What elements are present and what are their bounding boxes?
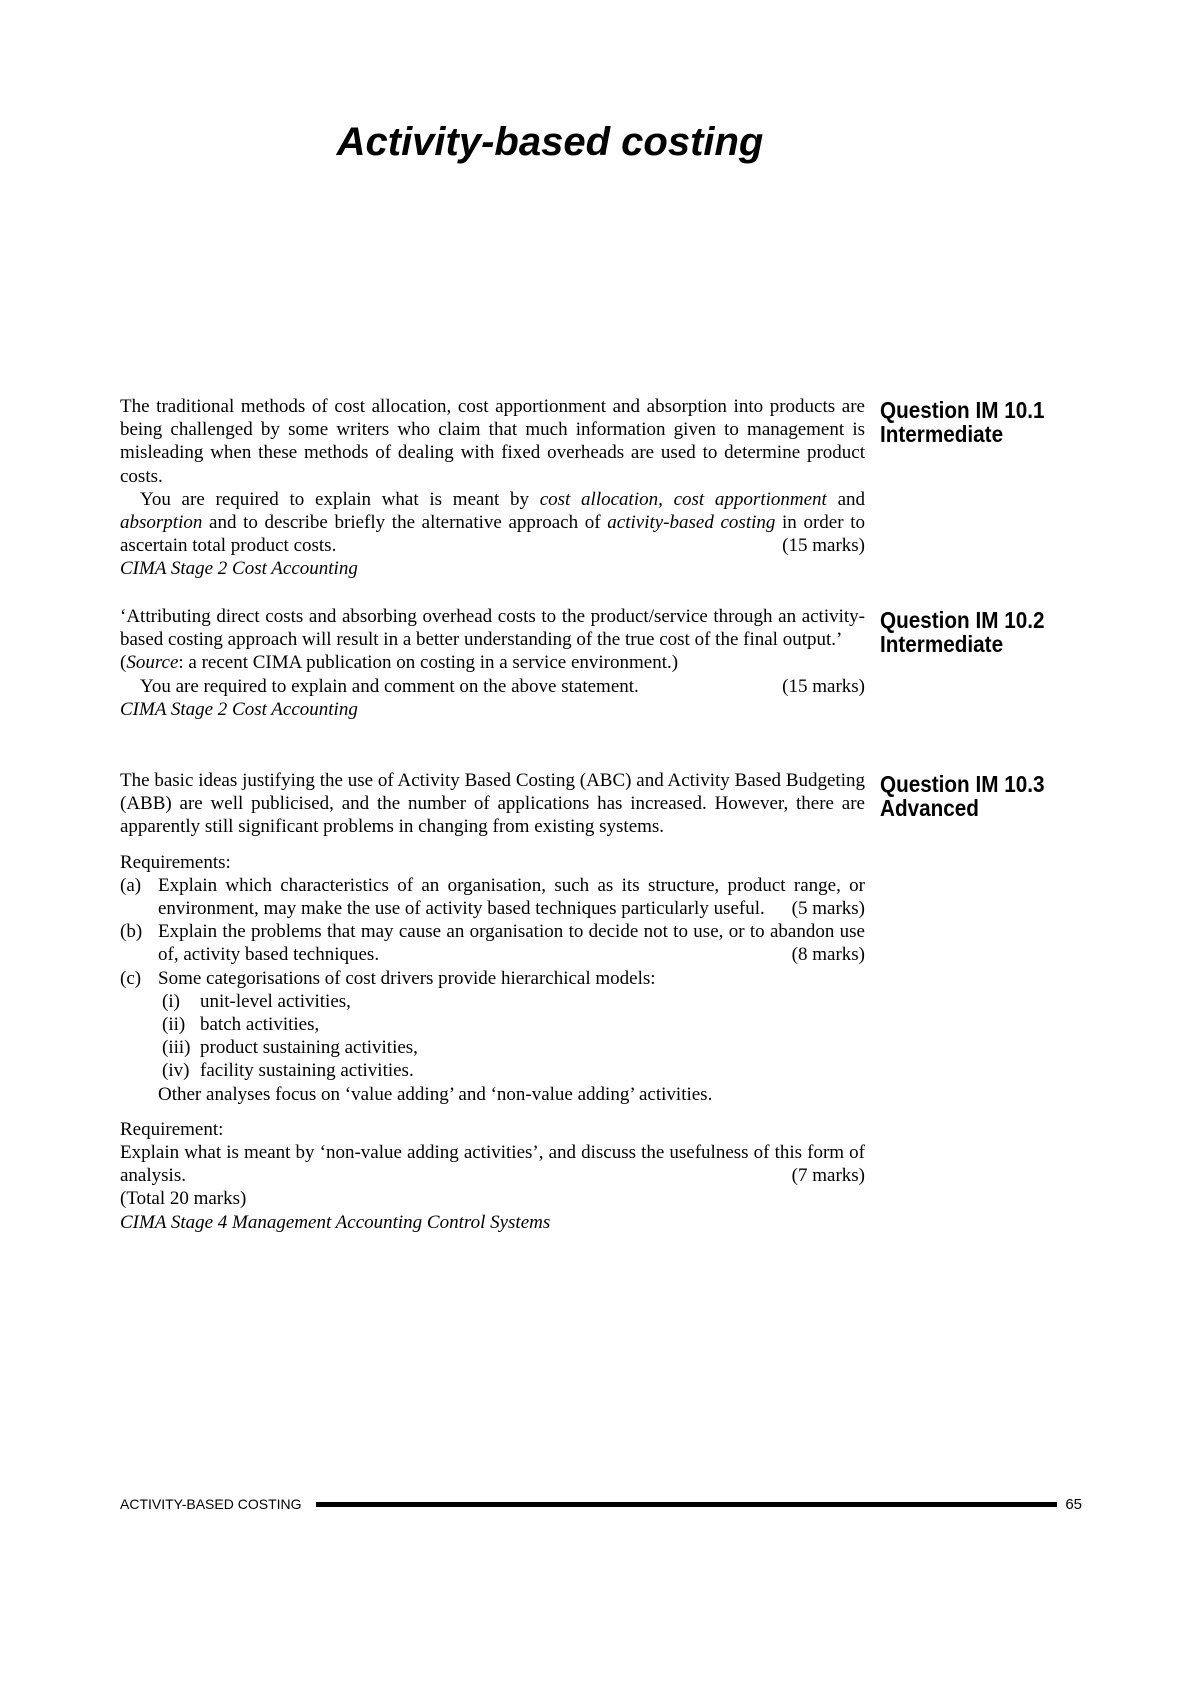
marks-label: (15 marks): [782, 675, 865, 697]
source-paren: (: [120, 652, 127, 674]
instruction-term: absorption: [120, 512, 203, 534]
sub-item-text: batch activities,: [200, 1014, 320, 1036]
question-label: Question IM 10.2: [880, 607, 1045, 633]
running-head: ACTIVITY-BASED COSTING: [120, 1496, 302, 1512]
requirement-c: [120, 967, 865, 990]
list-item: [120, 1036, 865, 1059]
sub-item-label: (iii): [162, 1037, 191, 1059]
question-label: Question IM 10.3: [880, 771, 1045, 797]
item-text: Explain the problems that may cause an organisation to decide not to use, or to abandon use of, activity based techniques.: [158, 921, 865, 966]
question-heading-10-1: [880, 398, 1150, 446]
sub-item-label: (i): [162, 990, 180, 1012]
item-label: (a): [120, 874, 142, 896]
analysis-note: Other analyses focus on ‘value adding’ and ‘non-value adding’ activities.: [158, 1083, 713, 1105]
instruction-term: cost allocation, cost apportionment: [539, 488, 827, 510]
question-level: Advanced: [880, 795, 979, 821]
sub-item-label: (iv): [162, 1060, 190, 1082]
instruction-text: and to describe briefly the alternative approach of: [202, 512, 608, 534]
question-label: Question IM 10.1: [880, 397, 1045, 423]
sub-item-text: facility sustaining activities.: [200, 1060, 414, 1082]
question-quote: ‘Attributing direct costs and absorbing overhead costs to the product/service through an activity-based costing approach will result in a better understanding of the true cost of the final output.’: [120, 606, 865, 651]
question-level: Intermediate: [880, 631, 1004, 657]
sub-item-text: product sustaining activities,: [200, 1037, 418, 1059]
item-label: (c): [120, 967, 142, 989]
marks-label: (15 marks): [782, 535, 865, 557]
list-item: [120, 1059, 865, 1082]
requirement-b: [120, 920, 865, 966]
footer-rule: [316, 1502, 1058, 1507]
instruction-text: You are required to explain and comment on the above statement.: [140, 675, 639, 697]
instruction-term: activity-based costing: [607, 512, 776, 534]
instruction-text: You are required to explain what is meant by: [140, 488, 540, 510]
marks-label: (5 marks): [791, 898, 865, 920]
exam-source: CIMA Stage 2 Cost Accounting: [120, 698, 358, 720]
question-10-1-body: [120, 395, 865, 581]
item-text: Explain which characteristics of an organisation, such as its structure, product range, or environment, may make the use of activity based techniques particularly useful.: [158, 874, 865, 920]
requirement-a: [120, 874, 865, 920]
sub-item-label: (ii): [162, 1014, 186, 1036]
source-label: Source: [126, 652, 179, 674]
item-text: Explain what is meant by ‘non-value adding activities’, and discuss the usefulness of this form of analysis.: [120, 1142, 865, 1187]
item-label: (b): [120, 921, 143, 943]
page-number: 65: [1065, 1495, 1082, 1513]
marks-label: (7 marks): [791, 1165, 865, 1187]
list-item: [120, 990, 865, 1013]
question-10-3-body: [120, 769, 865, 1234]
total-marks: (Total 20 marks): [120, 1188, 247, 1210]
question-level: Intermediate: [880, 421, 1004, 447]
question-instruction: [120, 488, 865, 558]
requirement-heading: Requirement:: [120, 1118, 224, 1140]
question-heading-10-2: [880, 608, 1150, 656]
instruction-text: and: [826, 488, 866, 510]
question-10-2-body: [120, 605, 865, 721]
item-text: Some categorisations of cost drivers provide hierarchical models:: [158, 967, 656, 989]
question-heading-10-3: [880, 772, 1150, 820]
page-footer: [120, 1492, 1082, 1516]
question-paragraph: The traditional methods of cost allocation, cost apportionment and absorption into products are being challenged by some writers who claim that much information given to management is misleading when these methods of dealing with fixed overheads are used to determine product costs.: [120, 396, 865, 487]
quote-source: [120, 651, 865, 674]
exam-source: CIMA Stage 4 Management Accounting Control Systems: [120, 1211, 551, 1233]
requirement-text: [120, 1141, 865, 1187]
list-item: [120, 1013, 865, 1036]
exam-source: CIMA Stage 2 Cost Accounting: [120, 558, 358, 580]
requirements-heading: Requirements:: [120, 851, 231, 873]
sub-item-text: unit-level activities,: [200, 990, 351, 1012]
marks-label: (8 marks): [791, 944, 865, 966]
question-paragraph: The basic ideas justifying the use of Activity Based Costing (ABC) and Activity Based Budgeting (ABB) are well publicised, and the number of applications has increased. However, there are apparently still significant problems in changing from existing systems.: [120, 770, 865, 838]
instruction-text: in order to ascertain total product costs.: [120, 512, 865, 557]
question-instruction: [120, 675, 865, 698]
page-title: Activity-based costing: [336, 120, 764, 164]
source-text: : a recent CIMA publication on costing in a service environment.): [178, 652, 679, 674]
